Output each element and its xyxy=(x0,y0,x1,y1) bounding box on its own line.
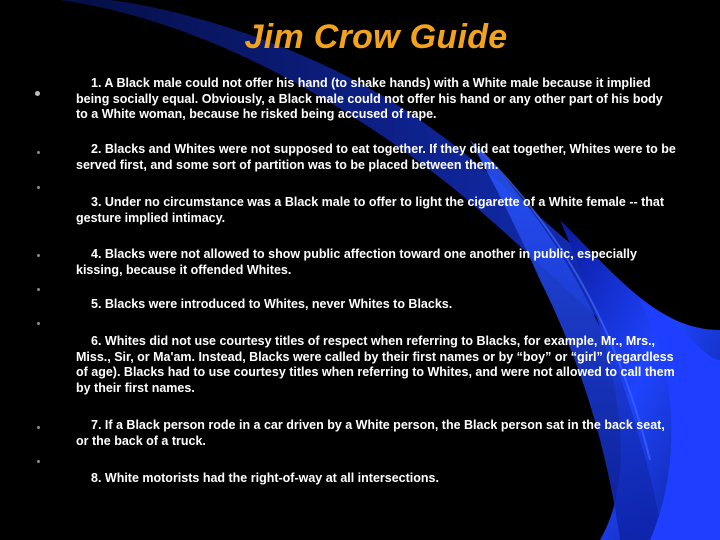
bullet-3 xyxy=(37,186,40,189)
bullet-6 xyxy=(37,322,40,325)
list-item: 5. Blacks were introduced to Whites, never Whites to Blacks. xyxy=(91,297,453,311)
bullet-8 xyxy=(37,460,40,463)
list-item: 3. Under no circumstance was a Black male to offer to light the cigarette of a White female -- that gesture implied intimacy. xyxy=(76,195,665,225)
list-item: 7. If a Black person rode in a car driven by a White person, the Black person sat in the back seat, or the back of a truck. xyxy=(76,418,665,448)
bullet-5 xyxy=(37,288,40,291)
bullet-1 xyxy=(35,91,40,96)
bullet-7 xyxy=(37,426,40,429)
slide-title: Jim Crow Guide xyxy=(244,18,508,56)
list-item: 8. White motorists had the right-of-way at all intersections. xyxy=(91,471,439,485)
bullet-2 xyxy=(37,151,40,154)
list-item: 4. Blacks were not allowed to show public affection toward one another in public, especially kissing, because it offended Whites. xyxy=(76,247,637,277)
list-item: 1. A Black male could not offer his hand (to shake hands) with a White male because it implied being socially equal. Obviously, a Black male could not offer his hand or any other part of his body to a White woman, because he risked being accused of rape. xyxy=(76,76,663,121)
list-item: 6. Whites did not use courtesy titles of respect when referring to Blacks, for example, Mr., Mrs., Miss., Sir, or Ma'am. Instead, Blacks were called by their first names or by “boy” or “girl” (regardless of age). Blacks had to use courtesy titles when referring to Whites, and were not allowed to call them by their first names. xyxy=(76,334,675,395)
bullet-4 xyxy=(37,254,40,257)
list-item: 2. Blacks and Whites were not supposed to eat together. If they did eat together, Whites were to be served first, and some sort of partition was to be placed between them. xyxy=(76,142,676,172)
